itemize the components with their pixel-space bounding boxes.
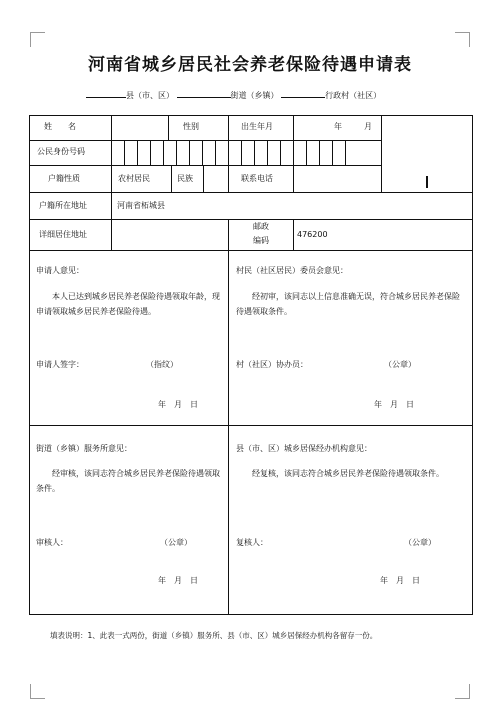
birth-year-label: 年 — [334, 122, 342, 131]
street-office-seal: （公章） — [160, 538, 192, 547]
postal-label-2: 编码 — [253, 236, 269, 245]
county-office-sign-label: 复核人： — [236, 538, 268, 547]
birth-month-label: 月 — [364, 122, 372, 131]
committee-heading: 村民（社区居民）委员会意见： — [236, 266, 348, 275]
location-line — [86, 89, 381, 101]
id-label: 公民身份号码 — [37, 147, 85, 156]
street-office-heading: 街道（乡镇）服务所意见： — [36, 444, 132, 453]
residence-field[interactable] — [112, 221, 227, 249]
ethnicity-field[interactable] — [204, 169, 227, 190]
street-office-body: 经审核，该同志符合城乡居民养老保险待遇领取条件。 — [36, 469, 220, 493]
county-office-date: 年 月 日 — [380, 576, 420, 585]
form-title: 河南省城乡居民社会养老保险待遇申请表 — [88, 55, 412, 75]
committee-date: 年 月 日 — [374, 400, 414, 409]
household-address-label: 户籍所在地址 — [39, 201, 87, 210]
crop-mark-top-left — [30, 32, 45, 47]
household-address-value[interactable]: 河南省柘城县 — [117, 201, 165, 210]
street-label: 街道（乡镇） — [230, 91, 279, 100]
id-field[interactable] — [112, 142, 380, 164]
applicant-body: 本人已达到城乡居民养老保险待遇领取年龄，现申请领取城乡居民养老保险待遇。 — [36, 292, 220, 316]
phone-field[interactable] — [294, 169, 380, 190]
county-office-heading: 县（市、区）城乡居保经办机构意见： — [236, 444, 372, 453]
county-blank[interactable] — [86, 89, 126, 98]
county-office-body: 经复核，该同志符合城乡居民养老保险待遇领取条件。 — [252, 469, 444, 478]
county-label: 县（市、区） — [126, 91, 174, 100]
ethnicity-label: 民族 — [177, 174, 193, 183]
gender-label: 性别 — [183, 122, 199, 131]
committee-seal: （公章） — [384, 360, 416, 369]
crop-mark-bottom-right — [455, 684, 470, 699]
household-type-value[interactable]: 农村居民 — [118, 174, 150, 183]
street-office-sign-label: 审核人： — [36, 538, 68, 547]
street-blank[interactable] — [177, 89, 231, 98]
applicant-fingerprint: （指纹） — [146, 360, 178, 369]
postal-code-value[interactable]: 476200 — [297, 230, 328, 239]
applicant-date: 年 月 日 — [158, 400, 198, 409]
name-field[interactable] — [112, 117, 168, 139]
birth-label: 出生年月 — [241, 122, 273, 131]
residence-label: 详细居住地址 — [39, 230, 87, 239]
village-blank[interactable] — [281, 89, 325, 98]
crop-mark-top-right — [455, 32, 470, 47]
county-office-seal: （公章） — [404, 538, 436, 547]
village-label: 行政村（社区） — [325, 91, 382, 100]
crop-mark-bottom-left — [30, 684, 45, 699]
phone-label: 联系电话 — [241, 174, 273, 183]
committee-body: 经初审，该同志以上信息准确无误，符合城乡居民养老保险待遇领取条件。 — [236, 292, 460, 316]
household-type-label: 户籍性质 — [48, 174, 80, 183]
applicant-sign-label: 申请人签字： — [36, 360, 84, 369]
form-note: 填表说明：1、此表一式两份，街道（乡镇）服务所、县（市、区）城乡居保经办机构各留存一份。 — [50, 631, 378, 640]
street-office-date: 年 月 日 — [158, 576, 198, 585]
applicant-heading: 申请人意见： — [36, 266, 84, 275]
text-cursor — [426, 176, 428, 188]
committee-sign-label: 村（社区）协办员： — [236, 360, 308, 369]
name-label: 姓 名 — [44, 122, 76, 131]
postal-label-1: 邮政 — [253, 222, 269, 231]
